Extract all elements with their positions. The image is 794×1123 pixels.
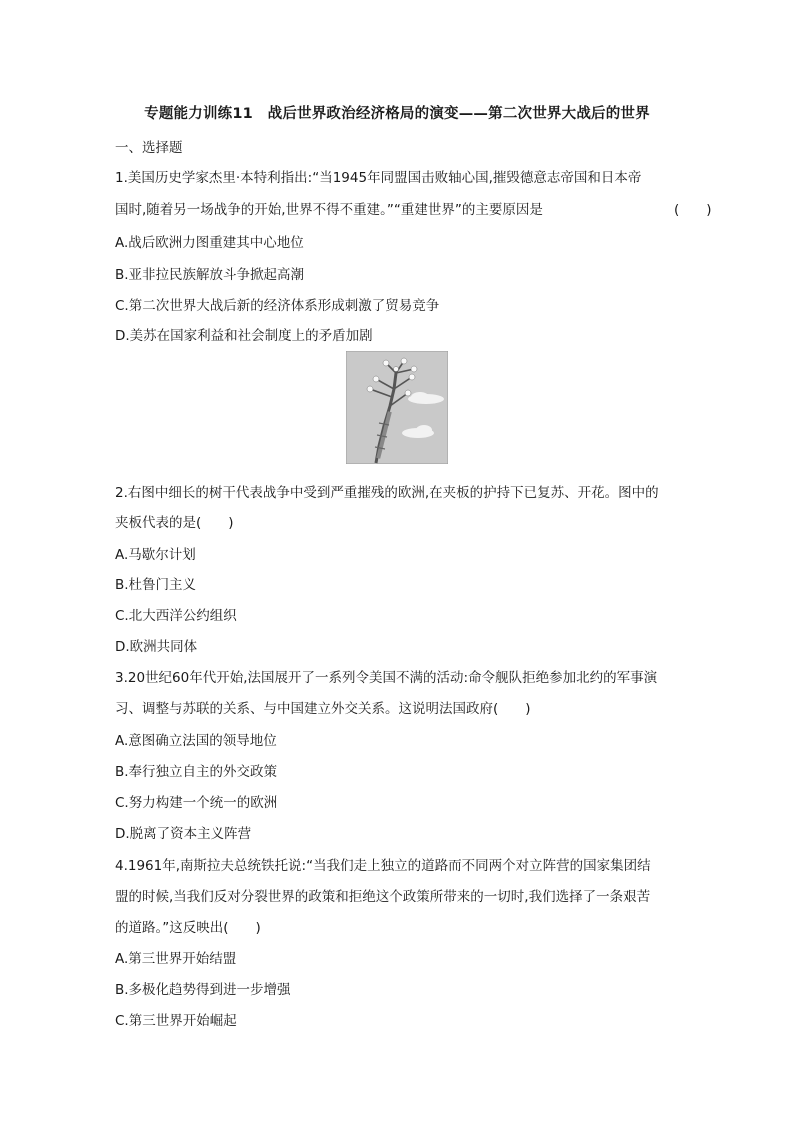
question-2-option-c: C.北大西洋公约组织 [115,608,237,624]
question-1-stem-line-2: 国时,随着另一场战争的开始,世界不得不重建。”“重建世界”的主要原因是 [115,202,543,218]
question-4-stem-line-3: 的道路。”这反映出( ) [115,920,261,936]
question-1-option-b: B.亚非拉民族解放斗争掀起高潮 [115,267,305,283]
question-2-option-d: D.欧洲共同体 [115,639,198,655]
section-heading: 一、选择题 [115,140,183,156]
question-3-option-c: C.努力构建一个统一的欧洲 [115,795,278,811]
question-1-stem-line-1: 1.美国历史学家杰里·本特利指出:“当1945年同盟国击败轴心国,摧毁德意志帝国和日本帝 [115,170,642,186]
question-3-stem-line-1: 3.20世纪60年代开始,法国展开了一系列令美国不满的活动:命令舰队拒绝参加北约的军事演 [115,670,658,686]
tree-splint-cartoon-image [346,351,448,464]
question-3-option-b: B.奉行独立自主的外交政策 [115,764,278,780]
question-4-option-c: C.第三世界开始崛起 [115,1013,237,1029]
cloud-icon [416,425,432,435]
cloud-icon [411,392,429,402]
question-4-stem-line-1: 4.1961年,南斯拉夫总统铁托说:“当我们走上独立的道路而不同两个对立阵营的国家集团结 [115,858,651,874]
page-title: 专题能力训练11 战后世界政治经济格局的演变——第二次世界大战后的世界 [144,106,650,122]
question-2-stem-line-1: 2.右图中细长的树干代表战争中受到严重摧残的欧洲,在夹板的护持下已复苏、开花。图中的 [115,485,659,501]
question-4-option-b: B.多极化趋势得到进一步增强 [115,982,291,998]
question-1-option-c: C.第二次世界大战后新的经济体系形成刺激了贸易竞争 [115,298,440,314]
question-1-option-a: A.战后欧洲力图重建其中心地位 [115,235,304,251]
question-3-option-d: D.脱离了资本主义阵营 [115,826,252,842]
question-2-option-a: A.马歇尔计划 [115,547,196,563]
question-1-answer-blank: ( ) [674,202,712,218]
question-3-stem-line-2: 习、调整与苏联的关系、与中国建立外交关系。这说明法国政府( ) [115,701,531,717]
question-2-stem-line-2: 夹板代表的是( ) [115,515,234,531]
question-3-option-a: A.意图确立法国的领导地位 [115,733,277,749]
question-4-stem-line-2: 盟的时候,当我们反对分裂世界的政策和拒绝这个政策所带来的一切时,我们选择了一条艰苦 [115,889,651,905]
question-4-option-a: A.第三世界开始结盟 [115,951,237,967]
question-1-option-d: D.美苏在国家利益和社会制度上的矛盾加剧 [115,328,373,344]
question-2-option-b: B.杜鲁门主义 [115,577,197,593]
